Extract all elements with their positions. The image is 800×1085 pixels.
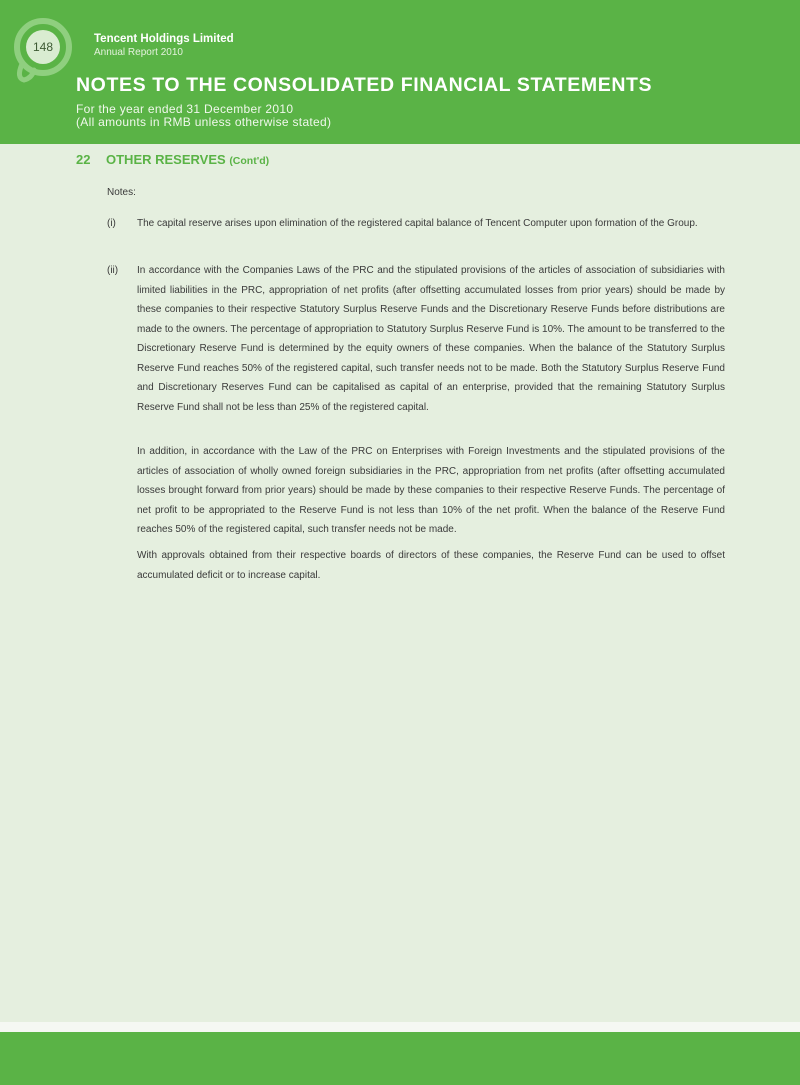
page-subtitle [76, 103, 331, 129]
notes-label: Notes: [107, 187, 136, 198]
footer-divider [0, 1022, 800, 1032]
page-title: NOTES TO THE CONSOLIDATED FINANCIAL STATEMENTS [76, 74, 653, 96]
subtitle-currency-note: (All amounts in RMB unless otherwise stated) [76, 115, 332, 129]
page-header [0, 0, 800, 144]
subtitle-period: For the year ended 31 December 2010 [76, 102, 294, 116]
note-item [107, 214, 725, 234]
note-paragraph: In addition, in accordance with the Law of the PRC on Enterprises with Foreign Investments and the stipulated provisions of the articles of association of wholly owned foreign subsidiaries in the PRC, appropriation from net profits (after offsetting accumulated losses brought forward from prior years) should be made by these companies to their respective Reserve Funds. The percentage of net profit to be appropriated to the Reserve Fund is not less than 10% of the net profit. When the balance of the Reserve Fund reaches 50% of the registered capital, such transfer needs not be made. [137, 446, 725, 535]
note-text: The capital reserve arises upon elimination of the registered capital balance of Tencent Computer upon formation of the Group. [137, 218, 698, 229]
note-marker: (ii) [107, 265, 119, 276]
note-text: In accordance with the Companies Laws of the PRC and the stipulated provisions of the articles of association of subsidiaries with limited liabilities in the PRC, appropriation of net profits (after offsetting accumulated losses from prior years) should be made by these companies to their respective Statutory Surplus Reserve Funds and the Discretionary Reserve Funds before distributions are made to the owners. The percentage of appropriation to Statutory Surplus Reserve Fund is 10%. The amount to be transferred to the Discretionary Reserve Fund is determined by the equity owners of these companies. When the balance of the Statutory Surplus Reserve Fund reaches 50% of the registered capital, such transfer needs not to be made. Both the Statutory Surplus Reserve Fund and Discretionary Reserves Fund can be capitalised as capital of an enterprise, provided that the remaining Statutory Surplus Reserve Fund shall not be less than 25% of the registered capital. [137, 265, 725, 413]
note-paragraph: With approvals obtained from their respective boards of directors of these companies, the Reserve Fund can be used to offset accumulated deficit or to increase capital. [137, 550, 725, 581]
page-footer [0, 1032, 800, 1085]
section-continued: (Cont'd) [229, 155, 270, 167]
note-item [107, 261, 725, 417]
page-number: 148 [32, 40, 54, 54]
section-number: 22 [76, 152, 91, 167]
company-name: Tencent Holdings Limited [94, 33, 234, 45]
note-marker: (i) [107, 218, 116, 229]
section-heading [76, 152, 269, 167]
report-name: Annual Report 2010 [94, 47, 183, 58]
section-title: OTHER RESERVES [106, 152, 226, 167]
